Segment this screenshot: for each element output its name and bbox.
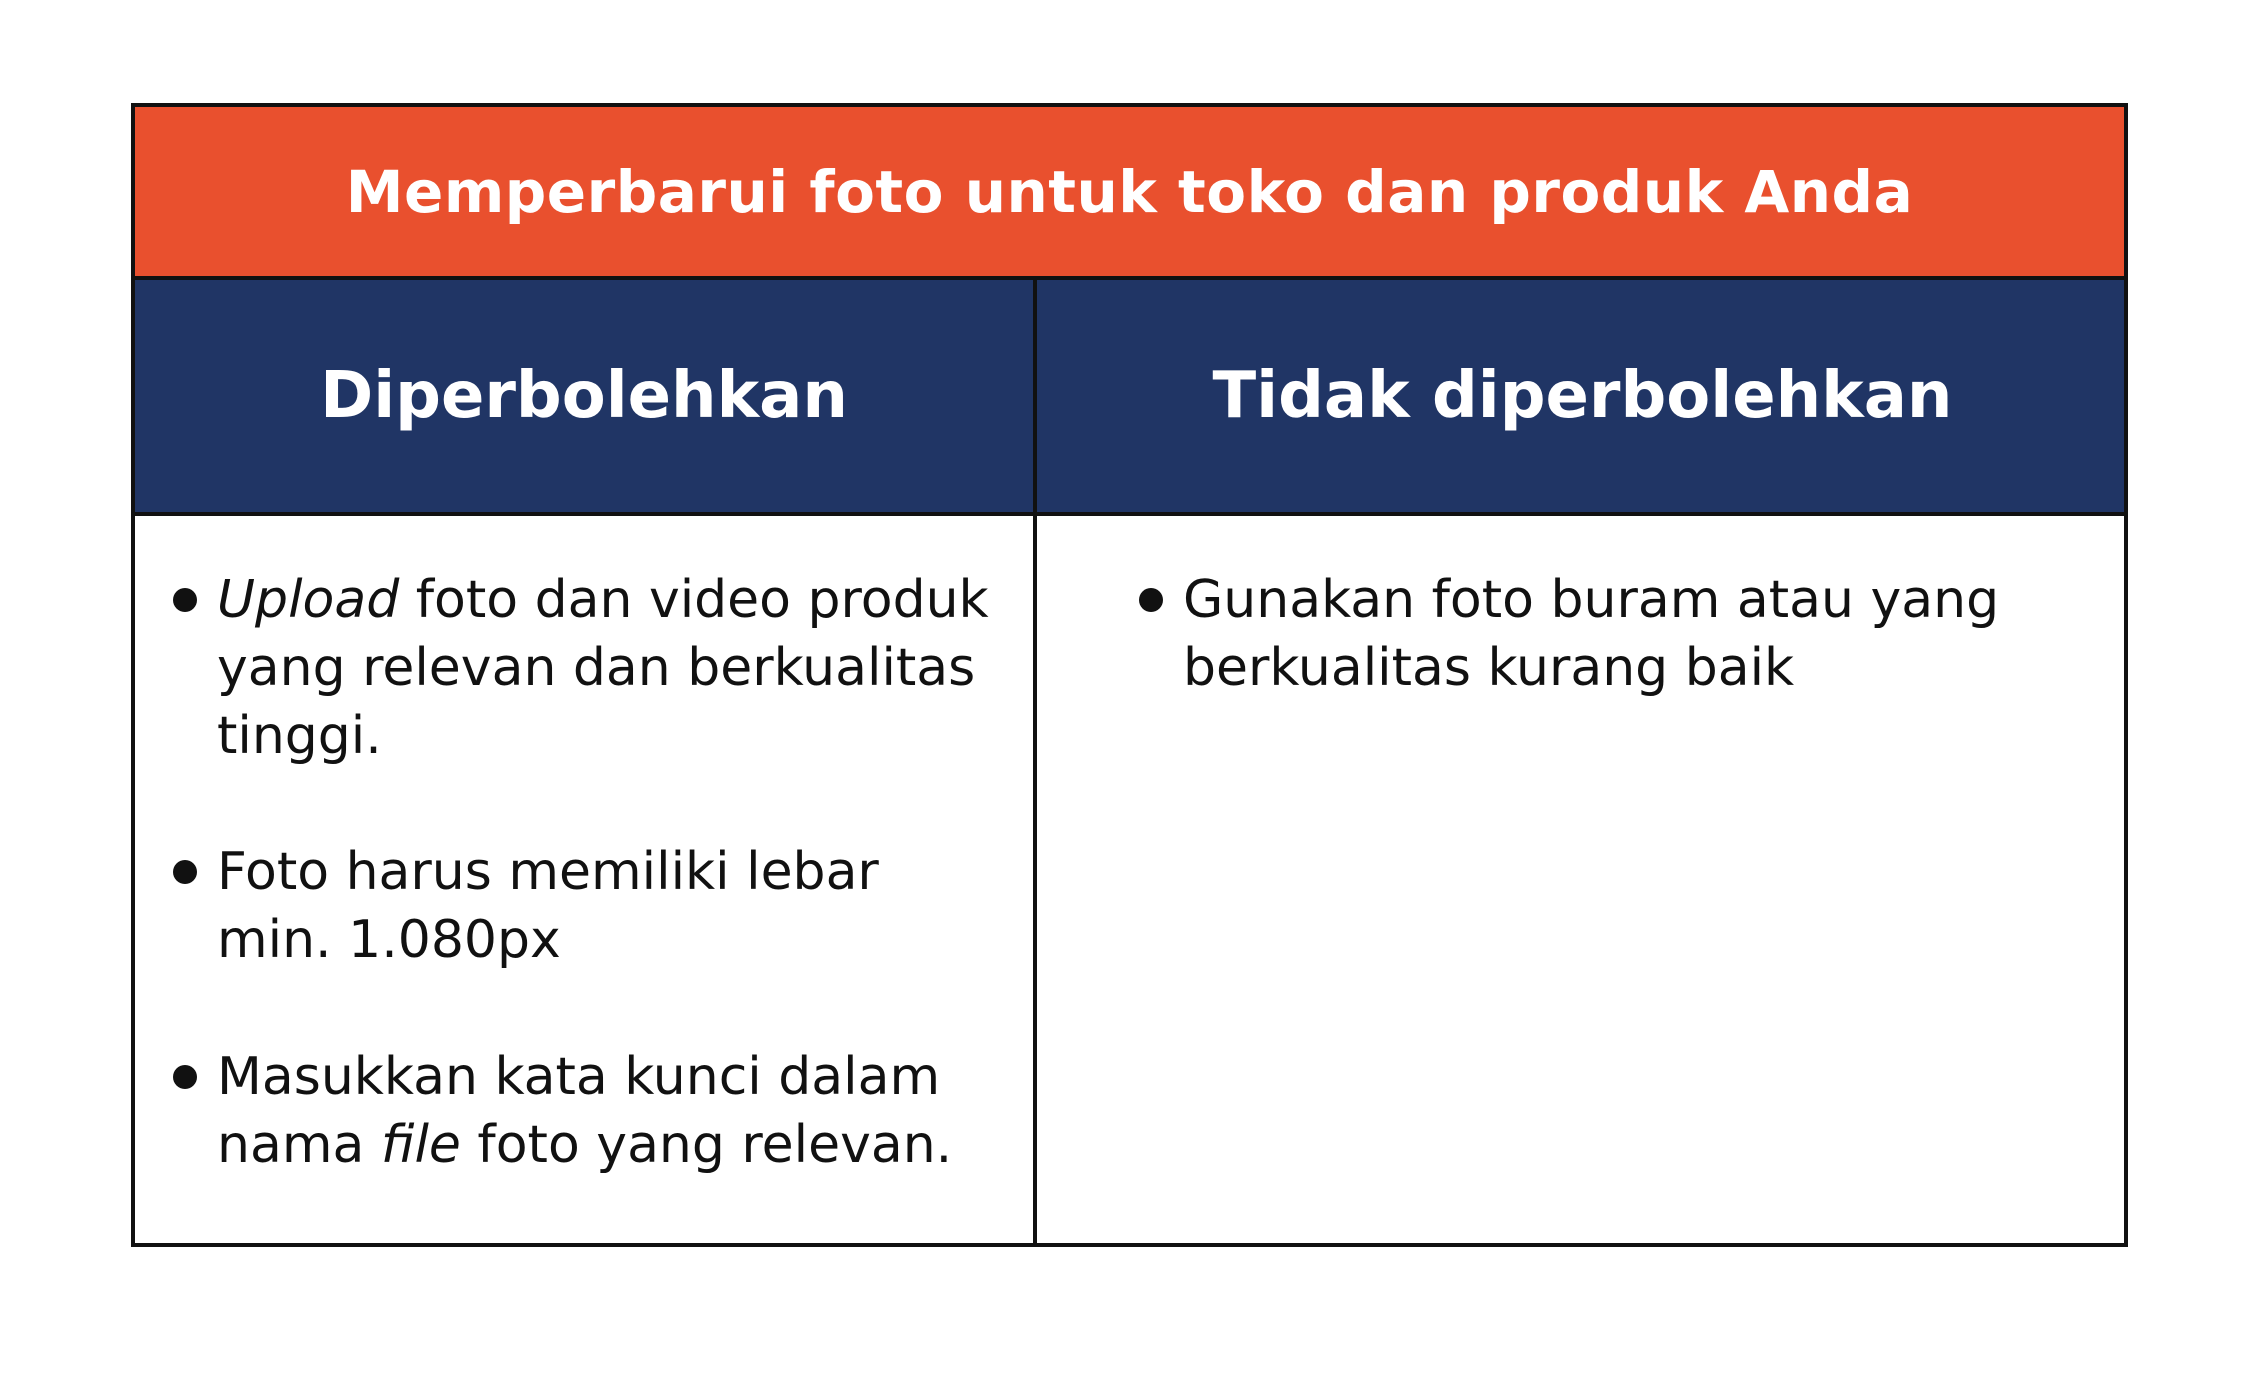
item-text: foto dan video produk [399, 570, 989, 630]
item-line: tinggi. [217, 706, 382, 766]
allowed-list [135, 516, 1033, 1243]
item-text: foto yang relevan. [460, 1115, 953, 1175]
header-row [135, 280, 2124, 516]
item-line: yang relevan dan berkualitas [217, 638, 976, 698]
table-title: Memperbarui foto untuk toko dan produk Anda [345, 157, 1914, 226]
header-not-allowed: Tidak diperbolehkan [1212, 359, 1953, 433]
item-line: Gunakan foto buram atau yang [1183, 570, 2000, 630]
not-allowed-list [1037, 516, 2128, 1243]
header-allowed: Diperbolehkan [320, 359, 848, 433]
item-line: Masukkan kata kunci dalam [217, 1047, 941, 1107]
list-item [217, 566, 989, 770]
item-line: berkualitas kurang baik [1183, 638, 1795, 698]
list-item [217, 1043, 952, 1179]
bullet-icon [1139, 588, 1163, 612]
bullet-icon [173, 588, 197, 612]
table-title-bar [135, 107, 2124, 280]
item-text: nama [217, 1115, 381, 1175]
bullet-icon [173, 1065, 197, 1089]
item-italic-text: file [380, 1115, 461, 1175]
list-item [217, 838, 879, 974]
item-line [217, 1111, 952, 1179]
item-line: Foto harus memiliki lebar [217, 842, 879, 902]
item-line [217, 566, 989, 634]
bullet-icon [173, 860, 197, 884]
item-italic-text: Upload [217, 570, 400, 630]
guideline-table [131, 103, 2128, 1247]
list-item [1183, 566, 1999, 702]
item-line: min. 1.080px [217, 910, 561, 970]
